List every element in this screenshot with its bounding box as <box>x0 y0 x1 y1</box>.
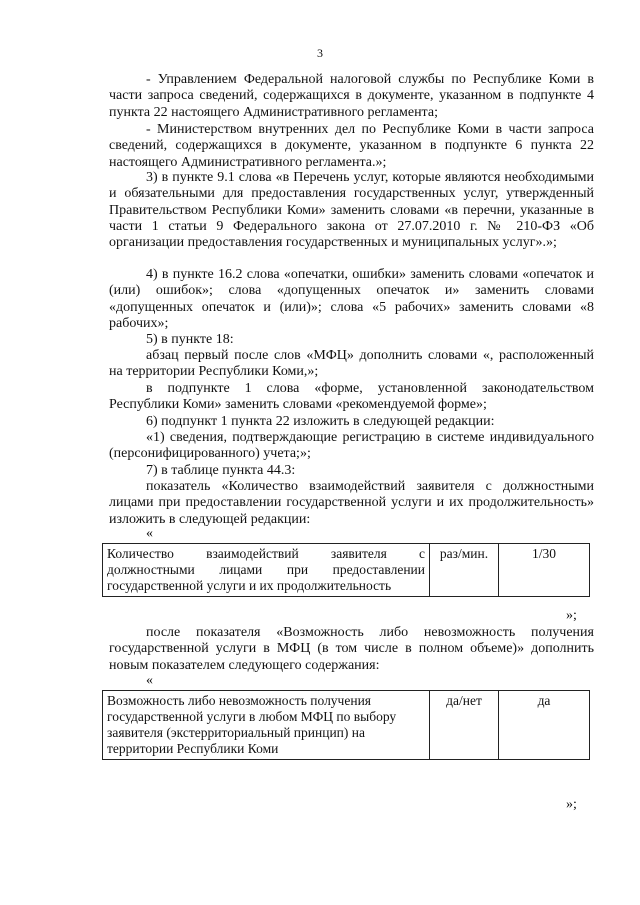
value-cell: 1/30 <box>499 544 590 597</box>
table-row <box>103 691 590 760</box>
paragraph-item-7: 7) в таблице пункта 44.3: <box>146 463 296 478</box>
indicator-table-2 <box>102 690 590 760</box>
paragraph-item-5: 5) в пункте 18: <box>146 332 234 347</box>
quote-open-2: « <box>146 673 153 688</box>
quote-close-2: »; <box>566 797 577 812</box>
indicator-cell: Количество взаимодействий заявителя с должностными лицами при предоставлении государственной услуги и их продолжительность <box>103 544 430 597</box>
indicator-table-1 <box>102 543 590 597</box>
quote-close-1: »; <box>566 608 577 623</box>
paragraph-item-5-abzac: абзац первый после слов «МФЦ» дополнить словами «, расположенный на территории Республики Коми,»; <box>109 348 594 380</box>
paragraph-item-7-indicator: показатель «Количество взаимодействий заявителя с должностными лицами при предоставлении государственной услуги и их продолжительность» изложить в следующей редакции: <box>109 479 594 527</box>
paragraph-item-5-subitem: в подпункте 1 слова «форме, установленной законодательством Республики Коми» заменить словами «рекомендуемой форме»; <box>109 381 594 413</box>
paragraph-fns: - Управлением Федеральной налоговой службы по Республике Коми в части запроса сведений, содержащихся в документе, указанном в подпункте 4 пункта 22 настоящего Административного регламента; <box>109 72 594 120</box>
unit-cell: раз/мин. <box>430 544 499 597</box>
paragraph-mvd: - Министерством внутренних дел по Республике Коми в части запроса сведений, содержащихся в документе, указанном в подпункте 6 пункта 22 настоящего Административного регламента.»; <box>109 122 594 170</box>
page-number: 3 <box>317 46 323 60</box>
paragraph-item-6: 6) подпункт 1 пункта 22 изложить в следующей редакции: <box>146 414 495 429</box>
value-cell: да <box>499 691 590 760</box>
paragraph-item-7-new-indicator: после показателя «Возможность либо невозможность получения государственной услуги в МФЦ (в том числе в полном объеме)» дополнить новым показателем следующего содержания: <box>109 625 594 673</box>
unit-cell: да/нет <box>430 691 499 760</box>
quote-open-1: « <box>146 526 153 541</box>
indicator-cell: Возможность либо невозможность получения государственной услуги в любом МФЦ по выбору заявителя (экстерриториальный принцип) на территории Республики Коми <box>103 691 430 760</box>
paragraph-item-6-text: «1) сведения, подтверждающие регистрацию в системе индивидуального (персонифицированного) учета;»; <box>109 430 594 462</box>
table-row <box>103 544 590 597</box>
paragraph-item-4: 4) в пункте 16.2 слова «опечатки, ошибки» заменить словами «опечаток и (или) ошибок»; слова «допущенных опечаток и» заменить словами «допущенных опечаток и (или)»; слова «5 рабочих» заменить словами «8 рабочих»; <box>109 267 594 331</box>
paragraph-item-3: 3) в пункте 9.1 слова «в Перечень услуг, которые являются необходимыми и обязательными для предоставления государственных услуг, утвержденный Правительством Республики Коми» заменить словами «в перечни, указанные в части 1 статьи 9 Федерального закона от 27.07.2010 г. № 210-ФЗ «Об организации предоставления государственных и муниципальных услуг».»; <box>109 170 594 251</box>
